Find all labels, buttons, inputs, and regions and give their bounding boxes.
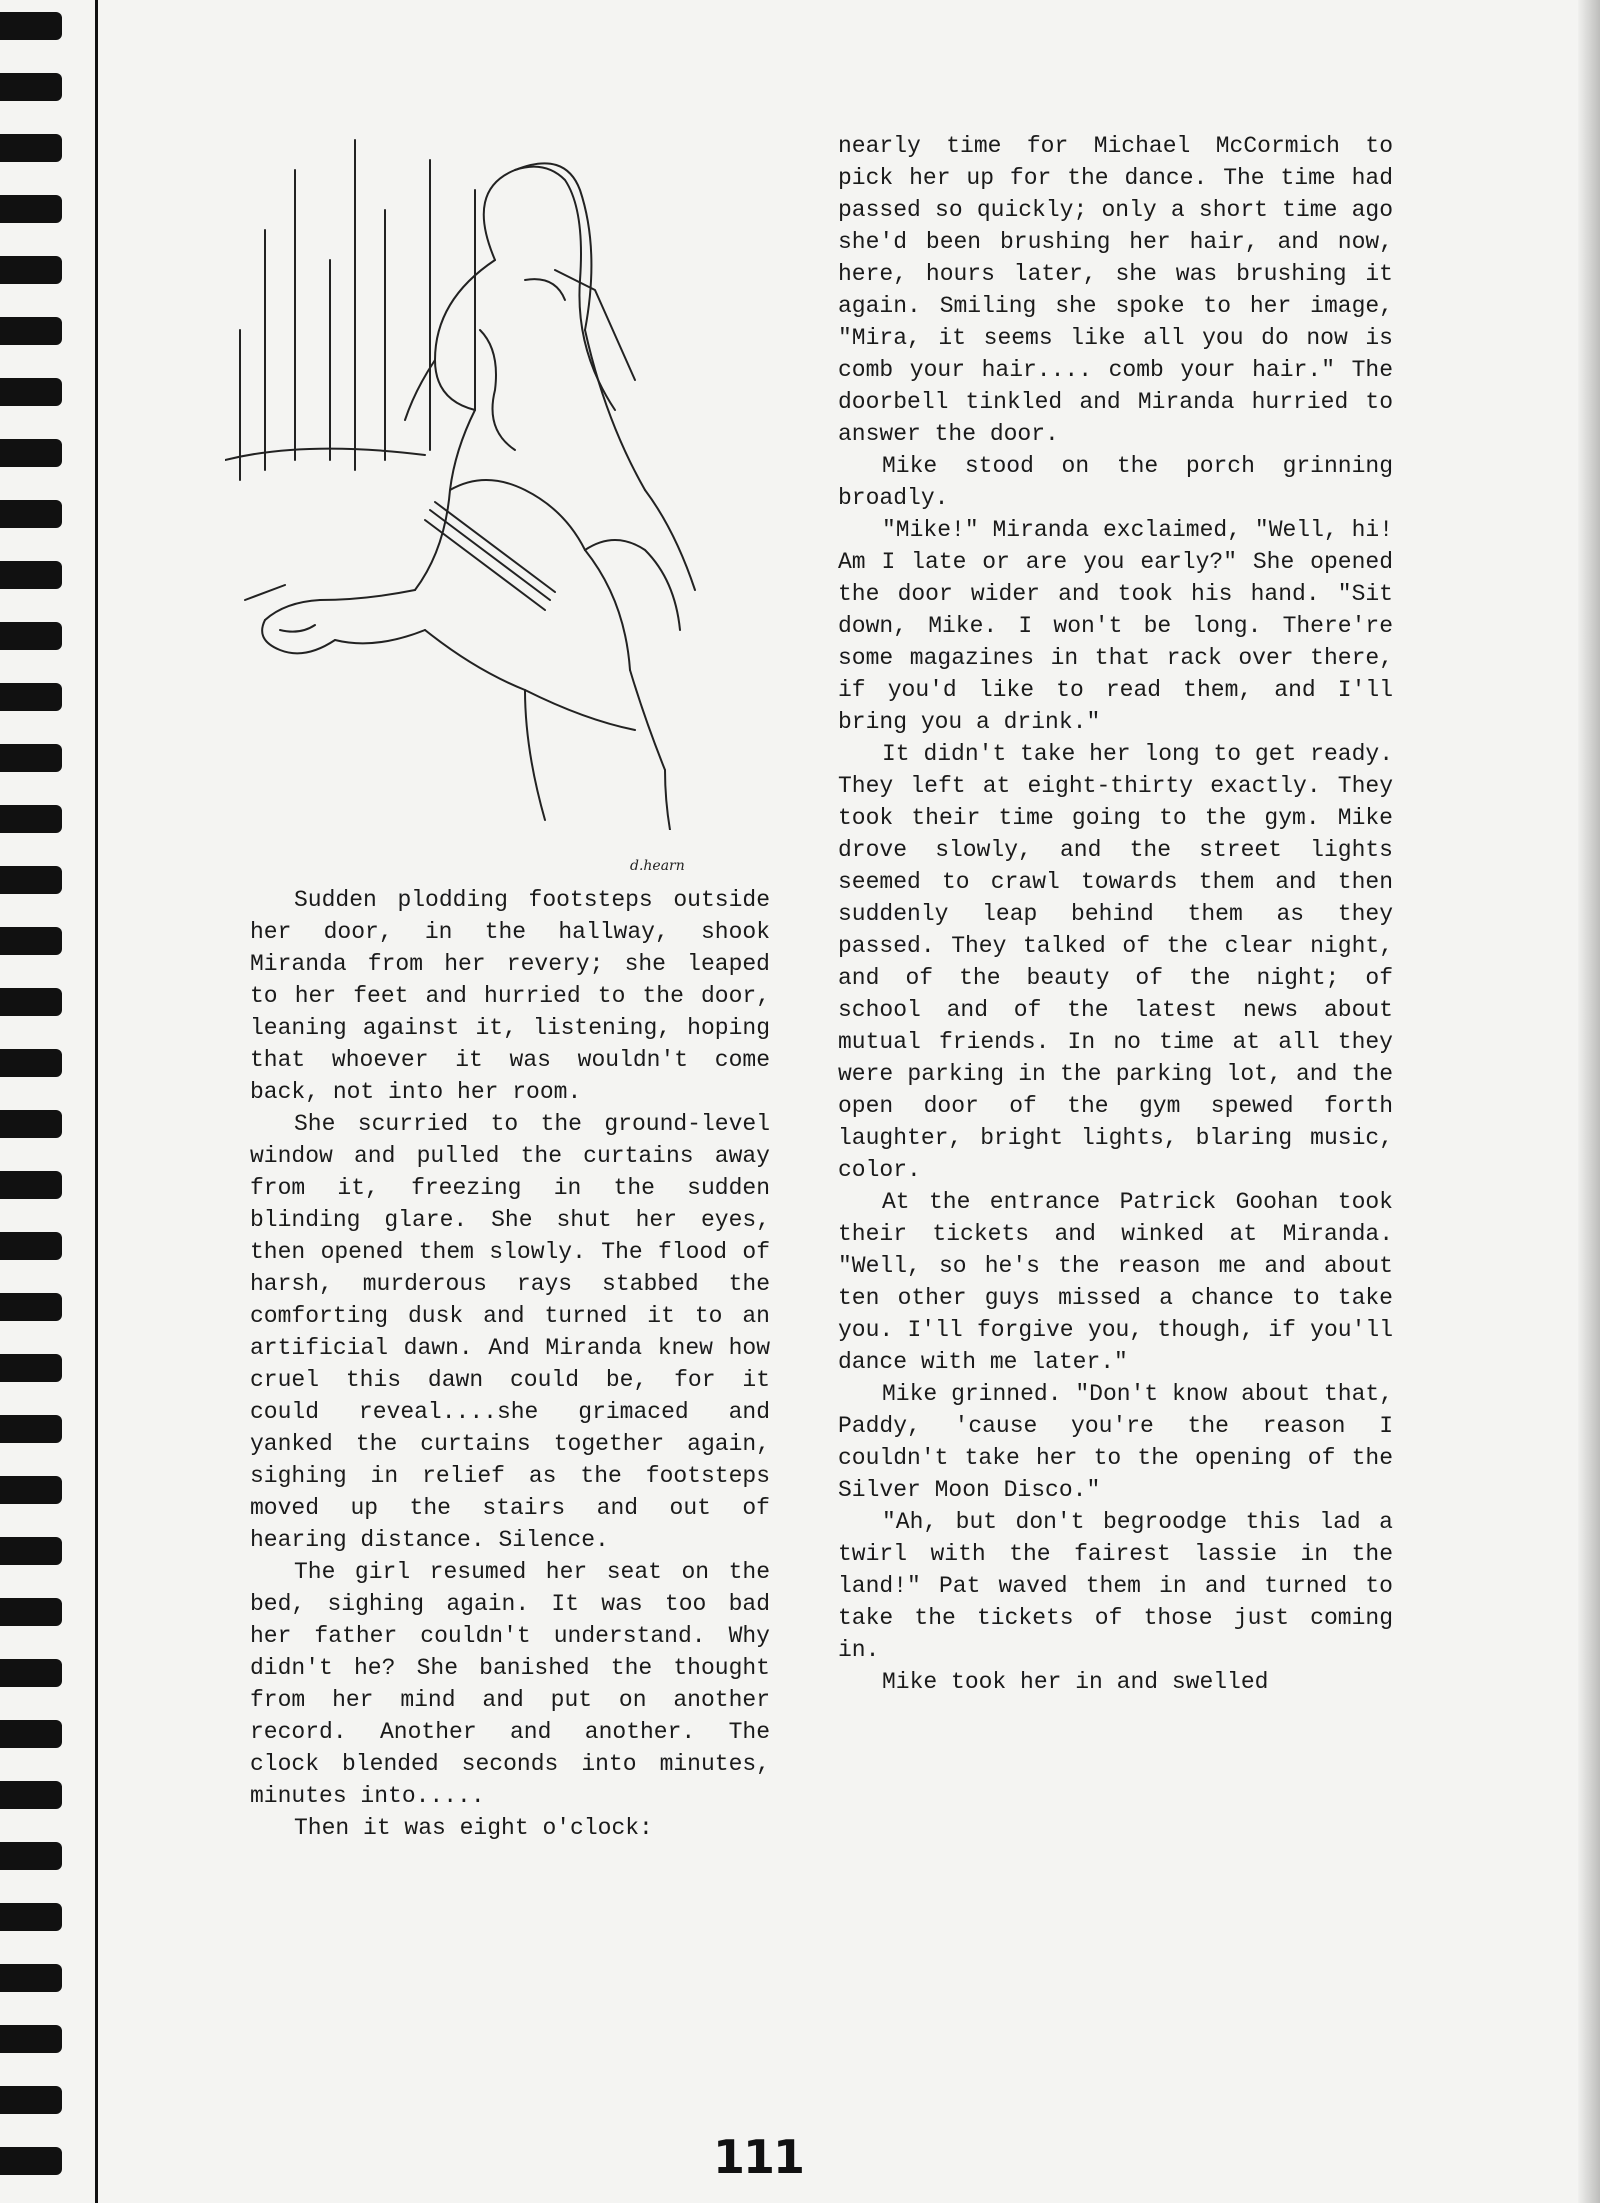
girl-at-window-illustration — [225, 130, 830, 830]
binding-ring — [0, 622, 62, 650]
paragraph: Mike took her in and swelled — [882, 1669, 1269, 1695]
binding-ring — [0, 317, 62, 345]
binding-ring — [0, 1354, 62, 1382]
binding-ring — [0, 683, 62, 711]
binding-ring — [0, 1110, 62, 1138]
binding-ring — [0, 378, 62, 406]
paragraph: She scurried to the ground-level window and pulled the curtains away from it, freezing in the sudden blinding glare. She shut her eyes, then opened them slowly. The flood of harsh, murderous rays stabbed the comforting dusk and turned it to an artificial dawn. And Miranda knew how cruel this dawn could be, for it could reveal....she grimaced and yanked the curtains together again, sighing in relief as the footsteps moved up the stairs and out of hearing distance. Silence. — [250, 1111, 770, 1553]
paragraph: The girl resumed her seat on the bed, sighing again. It was too bad her father couldn't understand. Why didn't he? She banished the thought from her mind and put on another record. Another and another. The clock blended seconds into minutes, minutes into..... — [250, 1559, 770, 1809]
binding-ring — [0, 927, 62, 955]
paragraph: At the entrance Patrick Goohan took their tickets and winked at Miranda. "Well, so he's the reason me and about ten other guys missed a chance to take you. I'll forgive you, though, if you'll dance with me later." — [838, 1189, 1393, 1375]
binding-ring — [0, 1720, 62, 1748]
page-number: 111 — [712, 2130, 804, 2184]
paragraph: Then it was eight o'clock: — [294, 1815, 653, 1841]
binding-ring — [0, 500, 62, 528]
paragraph: Mike grinned. "Don't know about that, Paddy, 'cause you're the reason I couldn't take her to the opening of the Silver Moon Disco." — [838, 1381, 1393, 1503]
left-text-column — [250, 884, 770, 1844]
binding-ring — [0, 256, 62, 284]
paragraph: nearly time for Michael McCormich to pick her up for the dance. The time had passed so quickly; only a short time ago she'd been brushing her hair, and now, here, hours later, she was brushing it again. Smiling she spoke to her image, "Mira, it seems like all you do now is comb your hair.... comb your hair." The doorbell tinkled and Miranda hurried to answer the door. — [838, 133, 1393, 447]
binding-ring — [0, 805, 62, 833]
paragraph: Sudden plodding footsteps outside her door, in the hallway, shook Miranda from her revery; she leaped to her feet and hurried to the door, leaning against it, listening, hoping that whoever it was wouldn't come back, not into her room. — [250, 887, 770, 1105]
binding-ring — [0, 1293, 62, 1321]
paragraph: It didn't take her long to get ready. They left at eight-thirty exactly. They took their time going to the gym. Mike drove slowly, and the street lights seemed to crawl towards them and then suddenly leap behind them as they passed. They talked of the clear night, and of the beauty of the night; of school and of the latest news about mutual friends. In no time at all they were parking in the parking lot, and the open door of the gym spewed forth laughter, bright lights, blaring music, color. — [838, 741, 1393, 1183]
right-text-column — [838, 130, 1393, 1698]
binding-ring — [0, 1171, 62, 1199]
binding-ring — [0, 866, 62, 894]
artist-signature: d.hearn — [630, 858, 685, 874]
binding-ring — [0, 439, 62, 467]
binding-ring — [0, 1964, 62, 1992]
spiral-binding — [0, 0, 98, 2203]
binding-ring — [0, 1903, 62, 1931]
binding-ring — [0, 1842, 62, 1870]
binding-ring — [0, 744, 62, 772]
binding-ring — [0, 561, 62, 589]
paragraph: "Mike!" Miranda exclaimed, "Well, hi! Am I late or are you early?" She opened the door wider and took his hand. "Sit down, Mike. I won't be long. There're some magazines in that rack over there, if you'd like to read them, and I'll bring you a drink." — [838, 517, 1393, 735]
binding-ring — [0, 73, 62, 101]
paragraph: "Ah, but don't begroodge this lad a twirl with the fairest lassie in the land!" Pat waved them in and turned to take the tickets of those just coming in. — [838, 1509, 1393, 1663]
binding-ring — [0, 988, 62, 1016]
paragraph: Mike stood on the porch grinning broadly. — [838, 453, 1393, 511]
page-edge-shadow — [1578, 0, 1600, 2203]
binding-ring — [0, 1476, 62, 1504]
binding-ring — [0, 2025, 62, 2053]
binding-ring — [0, 195, 62, 223]
binding-ring — [0, 1781, 62, 1809]
binding-ring — [0, 1232, 62, 1260]
binding-ring — [0, 1659, 62, 1687]
binding-ring — [0, 1049, 62, 1077]
binding-ring — [0, 1537, 62, 1565]
binding-ring — [0, 2086, 62, 2114]
binding-ring — [0, 1415, 62, 1443]
binding-ring — [0, 12, 62, 40]
binding-ring — [0, 2147, 62, 2175]
binding-ring — [0, 1598, 62, 1626]
binding-ring — [0, 134, 62, 162]
